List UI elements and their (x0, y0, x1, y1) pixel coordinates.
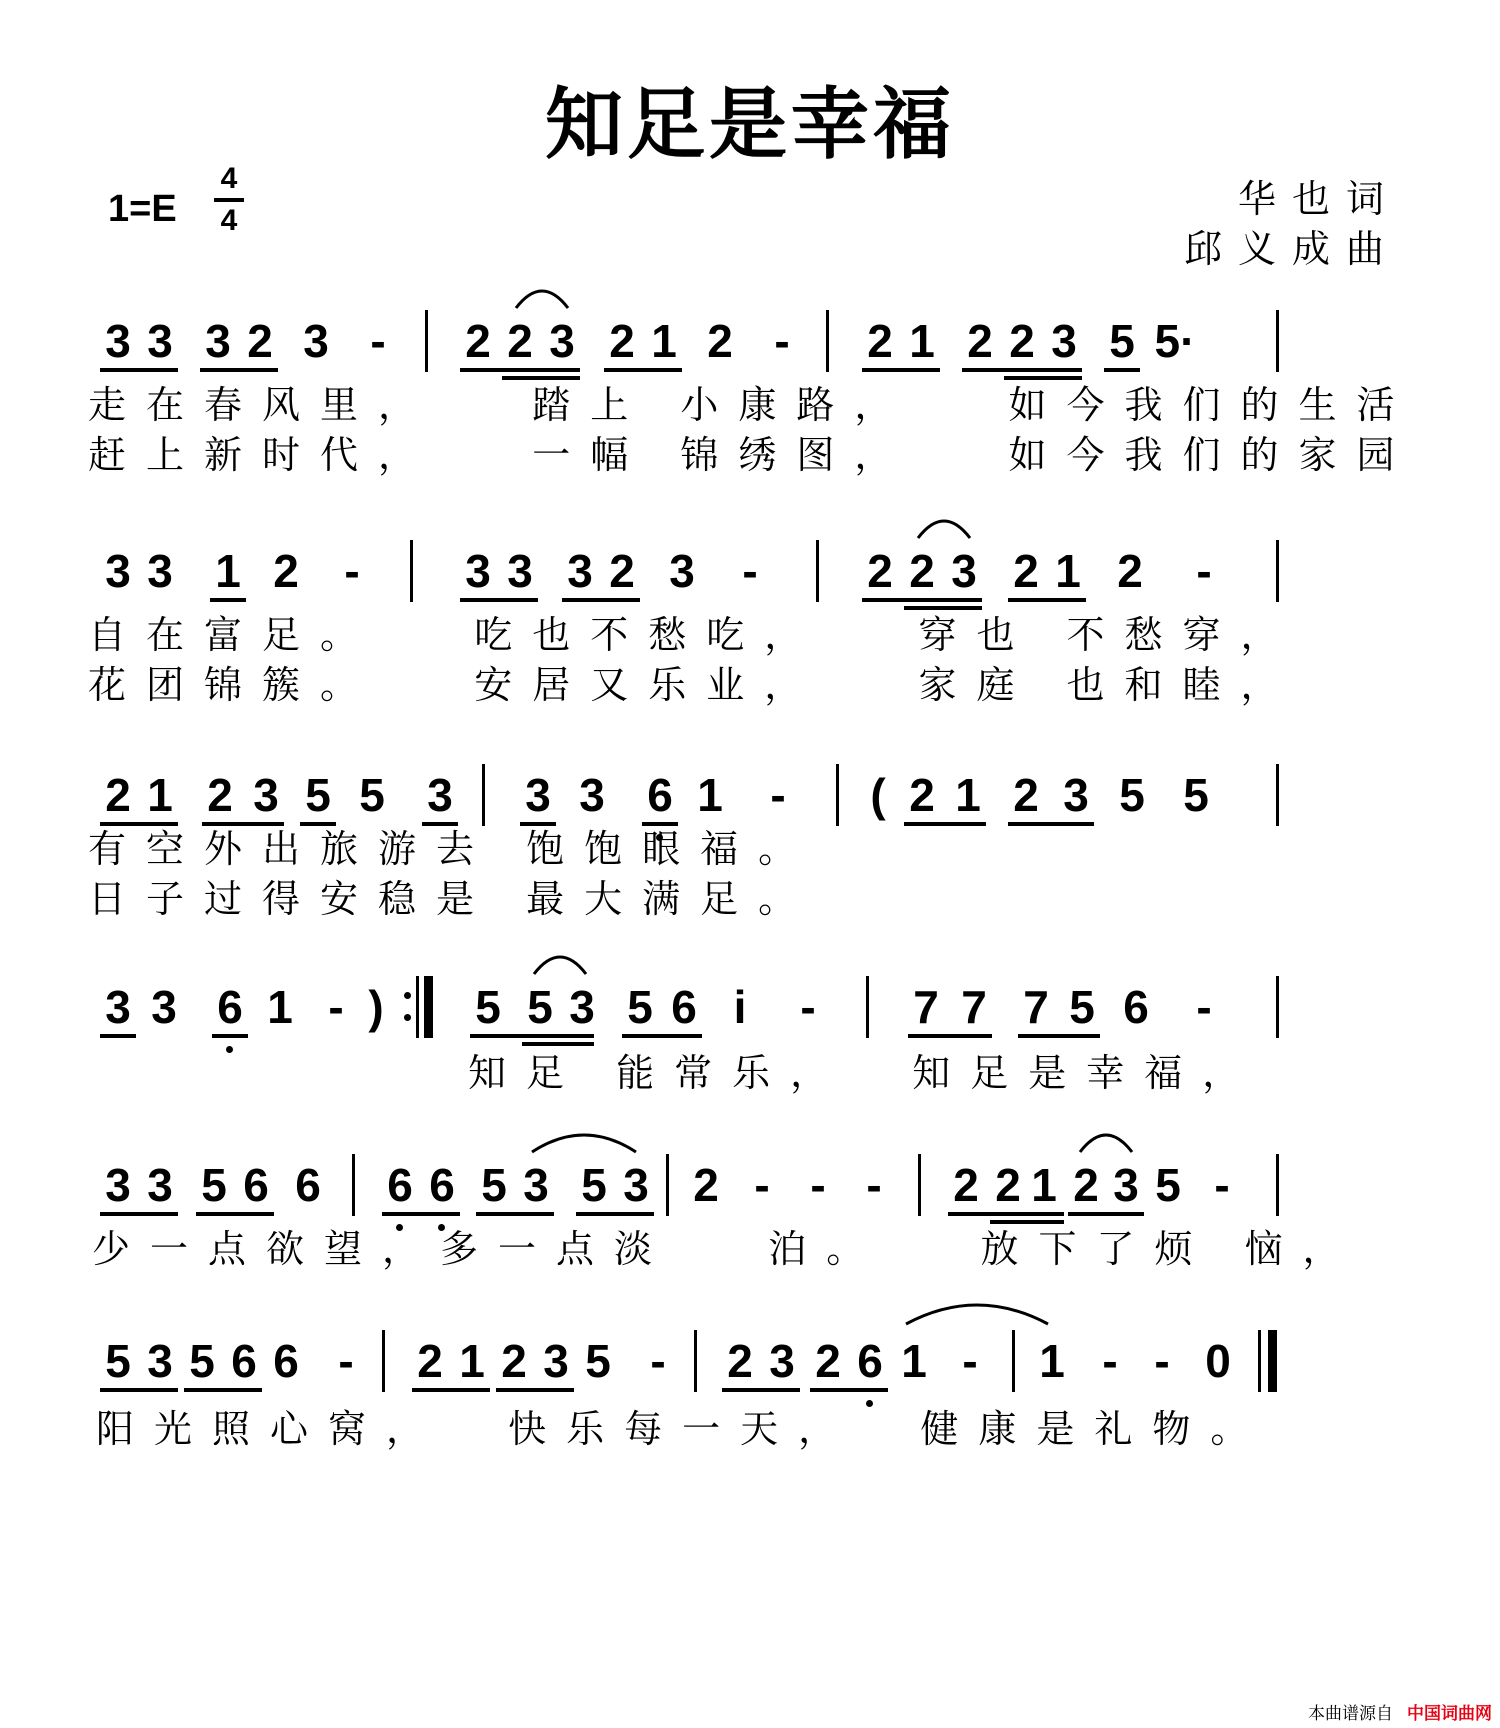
key-signature: 1=E (108, 188, 177, 230)
note: 3 (579, 769, 605, 821)
note: 3 (465, 545, 491, 597)
note: 3 (105, 545, 131, 597)
lyric-chorus: 知足 能常乐， 知足是幸福， (468, 1051, 1261, 1095)
repeat-barline (424, 976, 433, 1038)
barline (816, 540, 819, 602)
note: 2 (247, 315, 273, 367)
time-signature (214, 162, 244, 238)
score-row-3 (0, 769, 1500, 932)
note: 1 (147, 769, 173, 821)
note: 3 (205, 315, 231, 367)
tie-arc (914, 512, 974, 542)
note: 2 (815, 1335, 841, 1387)
dash: - (962, 1335, 978, 1387)
dash: - (650, 1335, 666, 1387)
dash: - (800, 981, 816, 1033)
tie-arc (530, 948, 590, 978)
score-row-4 (0, 981, 1500, 1144)
note: 3 (523, 1159, 549, 1211)
repeat-dot (404, 1014, 411, 1021)
note: 5 (581, 1159, 607, 1211)
note: 7 (961, 981, 987, 1033)
barline (1258, 1330, 1261, 1392)
note: 1 (215, 545, 241, 597)
note: 5 (305, 769, 331, 821)
barline (416, 976, 419, 1038)
note: 3 (669, 545, 695, 597)
note: 1 (901, 1335, 927, 1387)
note: 3 (549, 315, 575, 367)
barline (1276, 540, 1279, 602)
note: 6 (295, 1159, 321, 1211)
note: 1 (955, 769, 981, 821)
note: 3 (147, 315, 173, 367)
dash: - (770, 769, 786, 821)
note: 5 (475, 981, 501, 1033)
note: 2 (105, 769, 131, 821)
note: 1 (1031, 1159, 1057, 1211)
slur-arc (528, 1126, 640, 1156)
barline (666, 1154, 669, 1216)
song-title: 知足是幸福 (544, 79, 955, 170)
note: 5 (1155, 1159, 1181, 1211)
score-row-2 (0, 545, 1500, 708)
lyricist-credit: 华也词 (1237, 177, 1400, 221)
note: 6 (387, 1159, 413, 1211)
note: 1 (267, 981, 293, 1033)
note: 2 (501, 1335, 527, 1387)
footer (1308, 1699, 1492, 1724)
barline (836, 764, 839, 826)
note: 5 (105, 1335, 131, 1387)
note: 2 (867, 315, 893, 367)
note: 3 (569, 981, 595, 1033)
tie-arc (512, 282, 572, 312)
barline (482, 764, 485, 826)
note: 0 (1205, 1335, 1231, 1387)
barline (1276, 976, 1279, 1038)
barline (1276, 1154, 1279, 1216)
note: 3 (769, 1335, 795, 1387)
score-row-6 (0, 1335, 1500, 1498)
note: 3 (1051, 315, 1077, 367)
note: 6 (1123, 981, 1149, 1033)
note: 2 (507, 315, 533, 367)
note: 1 (909, 315, 935, 367)
barline (826, 310, 829, 372)
dash: - (328, 981, 344, 1033)
tie-arc (1076, 1126, 1136, 1156)
note: 3 (507, 545, 533, 597)
note: 6 (273, 1335, 299, 1387)
note: 1 (459, 1335, 485, 1387)
note: 3 (525, 769, 551, 821)
barline (918, 1154, 921, 1216)
lyric-verse-2: 日子过得安稳是 最大满足。 (88, 877, 817, 921)
note: 2 (1013, 545, 1039, 597)
dash: - (1196, 545, 1212, 597)
note: 5 (585, 1335, 611, 1387)
note: 2 (1009, 315, 1035, 367)
lyric-chorus: 少一点欲望，多一点淡 泊。 放下了烦 恼， (92, 1227, 1361, 1271)
note: 2 (707, 315, 733, 367)
barline (425, 310, 428, 372)
score-row-1 (0, 315, 1500, 478)
note: 6 (243, 1159, 269, 1211)
dash: - (1196, 981, 1212, 1033)
note: i (733, 981, 747, 1033)
note: 5 (201, 1159, 227, 1211)
lyric-verse-2: 花团锦簇。 安居又乐业， 家庭 也和睦， (88, 663, 1299, 707)
note: 2 (995, 1159, 1021, 1211)
dash: - (1154, 1335, 1170, 1387)
barline (410, 540, 413, 602)
note: 2 (909, 545, 935, 597)
note: 3 (623, 1159, 649, 1211)
note: 2 (727, 1335, 753, 1387)
lyric-chorus: 阳光照心窝， 快乐每一天， 健康是礼物。 (96, 1407, 1269, 1451)
barline (1276, 310, 1279, 372)
note: 2 (909, 769, 935, 821)
lyric-verse-2: 赶上新时代， 一幅 锦绣图， 如今我们的家园 (88, 433, 1415, 477)
barline (1276, 764, 1279, 826)
note: 1 (1055, 545, 1081, 597)
barline (694, 1330, 697, 1392)
note: 5 (1183, 769, 1209, 821)
note: 5 (359, 769, 385, 821)
note: 7 (1023, 981, 1049, 1033)
note: 6 (231, 1335, 257, 1387)
note: 3 (1063, 769, 1089, 821)
note: 2 (273, 545, 299, 597)
note: 3 (105, 315, 131, 367)
dash: - (1214, 1159, 1230, 1211)
barline (352, 1154, 355, 1216)
paren-close: ) (368, 981, 384, 1033)
footer-brand-link[interactable]: 中国词曲网 (1407, 1704, 1492, 1724)
barline (866, 976, 869, 1038)
note: 7 (913, 981, 939, 1033)
lyric-verse-1: 自在富足。 吃也不愁吃， 穿也 不愁穿， (88, 613, 1299, 657)
note: 6 (429, 1159, 455, 1211)
note: 2 (417, 1335, 443, 1387)
note: 5 (1069, 981, 1095, 1033)
note: 3 (147, 1159, 173, 1211)
note: 2 (465, 315, 491, 367)
note: 5 (1119, 769, 1145, 821)
dash: - (344, 545, 360, 597)
note: 2 (207, 769, 233, 821)
dash: - (370, 315, 386, 367)
final-barline (1268, 1330, 1277, 1392)
note: 2 (1073, 1159, 1099, 1211)
note: 1 (697, 769, 723, 821)
note: 2 (609, 315, 635, 367)
note: 3 (951, 545, 977, 597)
note: 1 (1039, 1335, 1065, 1387)
lyric-verse-1: 有空外出旅游去 饱饱眼福。 (88, 827, 817, 871)
dash: - (754, 1159, 770, 1211)
note: 6 (217, 981, 243, 1033)
note: 2 (609, 545, 635, 597)
note: 3 (303, 315, 329, 367)
note: 2 (953, 1159, 979, 1211)
low-octave-dot (226, 1046, 233, 1053)
dash: - (338, 1335, 354, 1387)
dash: - (1102, 1335, 1118, 1387)
dash: - (742, 545, 758, 597)
note: 5 (527, 981, 553, 1033)
note: 3 (567, 545, 593, 597)
note: 6 (857, 1335, 883, 1387)
note: 3 (1113, 1159, 1139, 1211)
note: 2 (1013, 769, 1039, 821)
tie-arc (902, 1294, 1052, 1328)
dash: - (810, 1159, 826, 1211)
barline (382, 1330, 385, 1392)
composer-credit: 邱义成曲 (1183, 227, 1400, 271)
dotted-note: 5· (1154, 315, 1196, 367)
score-row-5 (0, 1159, 1500, 1322)
barline (1012, 1330, 1015, 1392)
note: 2 (693, 1159, 719, 1211)
note: 3 (427, 769, 453, 821)
note: 3 (147, 1335, 173, 1387)
note: 3 (151, 981, 177, 1033)
footer-source: 本曲谱源自 (1308, 1704, 1393, 1724)
note: 3 (253, 769, 279, 821)
note: 2 (967, 315, 993, 367)
note: 2 (867, 545, 893, 597)
repeat-dot (404, 992, 411, 999)
time-signature-bottom: 4 (220, 204, 238, 237)
note: 3 (147, 545, 173, 597)
dash: - (866, 1159, 882, 1211)
paren-open: ( (870, 769, 886, 821)
lyric-verse-1: 走在春风里， 踏上 小康路， 如今我们的生活 (88, 383, 1415, 427)
note: 5 (481, 1159, 507, 1211)
note: 5 (1109, 315, 1135, 367)
note: 5 (189, 1335, 215, 1387)
note: 6 (671, 981, 697, 1033)
time-signature-top: 4 (220, 162, 238, 195)
note: 1 (651, 315, 677, 367)
note: 3 (543, 1335, 569, 1387)
note: 6 (647, 769, 673, 821)
note: 5 (627, 981, 653, 1033)
note: 3 (105, 1159, 131, 1211)
note: 3 (105, 981, 131, 1033)
note: 2 (1117, 545, 1143, 597)
dash: - (774, 315, 790, 367)
